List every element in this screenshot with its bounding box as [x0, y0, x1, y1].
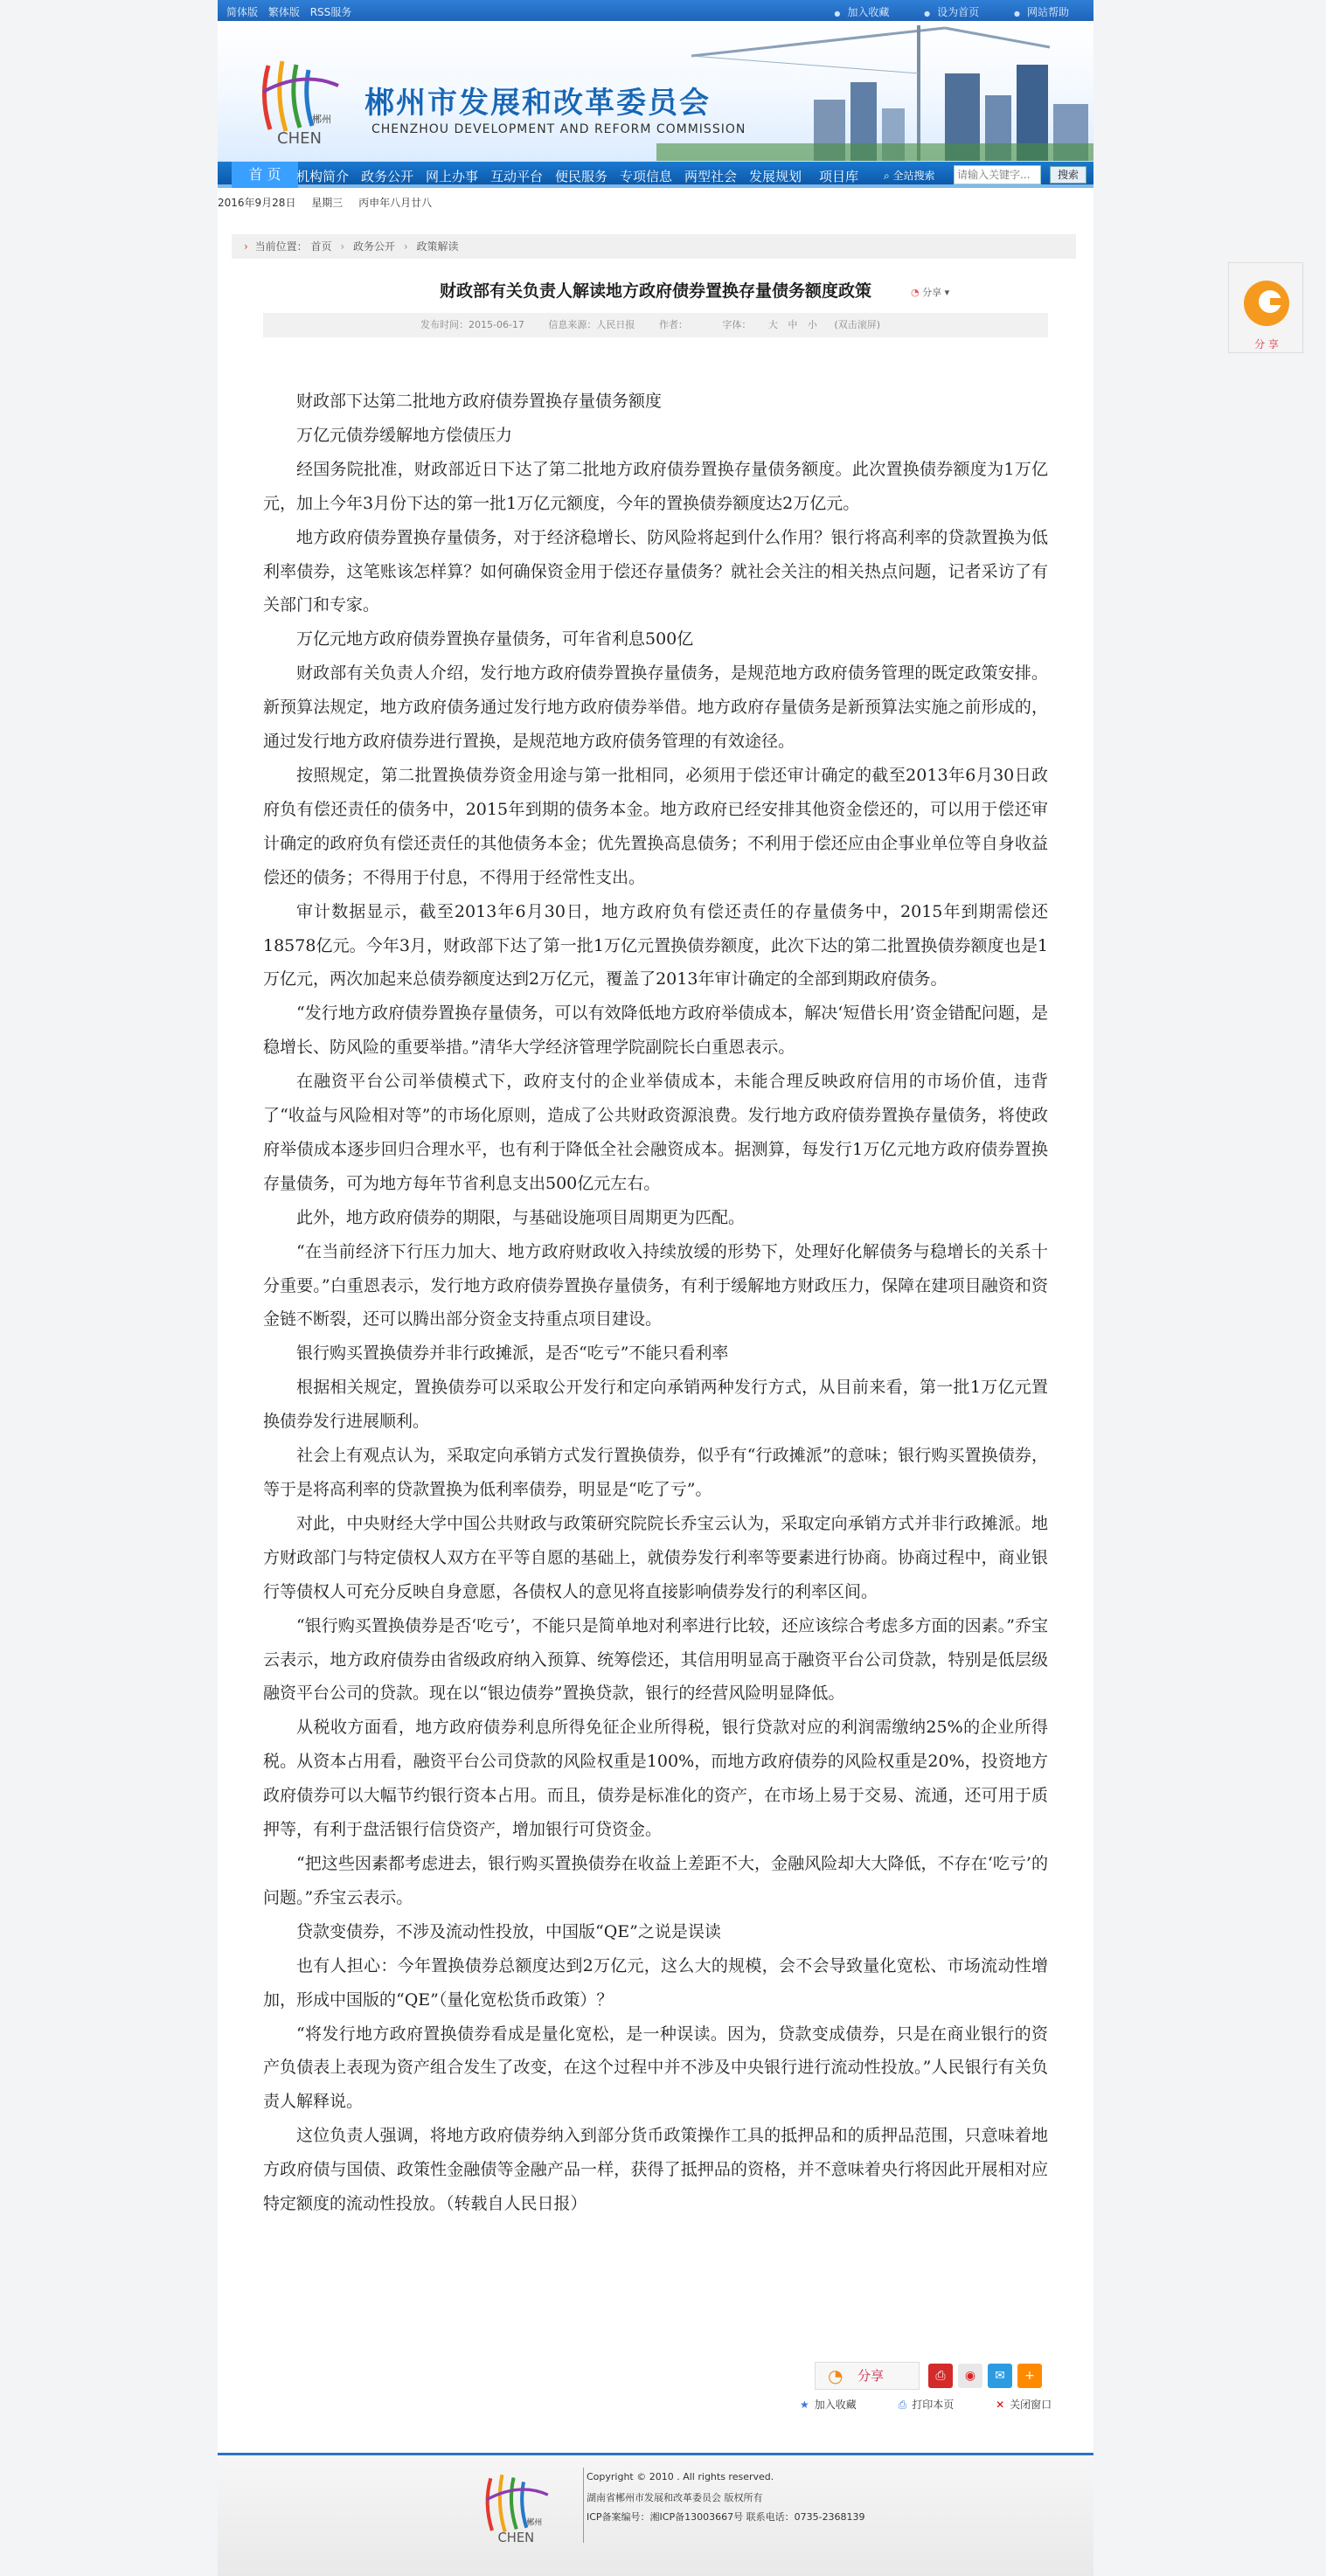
traditional-link[interactable]: 繁体版 — [267, 6, 300, 18]
article-content — [263, 385, 1048, 2221]
footer-owner: 湖南省郴州市发展和改革委员会 版权所有 — [587, 2492, 763, 2503]
article-paragraph: 此外，地方政府债券的期限，与基础设施项目周期更为匹配。 — [296, 1207, 746, 1227]
article-meta — [263, 313, 1048, 337]
footer-divider — [583, 2468, 584, 2543]
main-nav — [218, 162, 1093, 188]
article-paragraph: 根据相关规定，置换债券可以采取公开发行和定向承销两种发行方式，从目前来看，第一批1万亿元置换债券发行进展顺利。 — [263, 1378, 1048, 1432]
font-big-button[interactable]: 大 — [767, 319, 778, 330]
lunar-text: 丙申年八月廿八 — [358, 197, 433, 209]
footer — [218, 2453, 1093, 2576]
nav-item-society[interactable]: 两型社会 — [684, 169, 738, 184]
article-paragraph: 从税收方面看，地方政府债券利息所得免征企业所得税，银行贷款对应的利润需缴纳25%的企业所得税。从资本占用看，融资平台公司贷款的风险权重是100%，而地方政府债券的风险权重是20%，投资地方政府债券可以大幅节约银行资本占用。而且，债券是标准化的资产，在市场上易于交易、流通，还可用于质押等，有利于盘活银行信贷资产，增加银行可贷资金。 — [263, 1718, 1048, 1840]
favorite-icon: ★ — [800, 2399, 809, 2411]
share-bar — [815, 2362, 1049, 2390]
svg-text:郴州: 郴州 — [526, 2518, 543, 2528]
nav-item-online[interactable]: 网上办事 — [426, 169, 479, 184]
svg-text:CHEN: CHEN — [277, 129, 322, 148]
print-action[interactable]: ⎙ 打印本页 — [898, 2399, 955, 2411]
font-size-control: 字体： 大 中 小 (双击滚屏) — [722, 319, 881, 330]
article-paragraph: 财政部有关负责人介绍，发行地方政府债券置换存量债务，是规范地方政府债务管理的既定政策安排。新预算法规定，地方政府债务通过发行地方政府债券举借。地方政府存量债务是新预算法实施之前形成的，通过发行地方政府债券进行置换，是规范地方政府债务管理的有效途径。 — [263, 663, 1048, 752]
nav-item-about[interactable]: 机构简介 — [296, 169, 350, 184]
footer-copyright: Copyright © 2010 . All rights reserved. — [587, 2471, 774, 2482]
set-homepage-link[interactable]: ● 设为首页 — [924, 6, 979, 18]
share-mini-icon: ◔ — [911, 287, 920, 298]
article-paragraph: 地方政府债券置换存量债务，对于经济稳增长、防风险将起到什么作用？银行将高利率的贷款置换为低利率债券，这笔账该怎样算？如何确保资金用于偿还存量债务？就社会关注的相关热点问题，记者采访了有关部门和专家。 — [263, 527, 1048, 615]
breadcrumb-sep-icon: › — [340, 240, 345, 253]
article-paragraph: “在当前经济下行压力加大、地方政府财政收入持续放缓的形势下，处理好化解债务与稳增长的关系十分重要。”白重恩表示，发行地方政府债券置换存量债务，有利于缓解地方财政压力，保障在建项目融资和资金链不断裂，还可以腾出部分资金支持重点项目建设。 — [263, 1241, 1048, 1330]
site-help-link[interactable]: ● 网站帮助 — [1014, 6, 1069, 18]
footer-logo-icon — [476, 2468, 555, 2546]
article-paragraph: 万亿元地方政府债券置换存量债务，可年省利息500亿 — [296, 629, 694, 649]
breadcrumb-label: 当前位置： — [254, 240, 308, 253]
floating-share-button[interactable] — [1228, 262, 1303, 353]
site-subtitle: CHENZHOU DEVELOPMENT AND REFORM COMMISSION — [371, 122, 746, 136]
top-links-left — [226, 4, 358, 19]
date-text: 2016年9月28日 — [218, 197, 296, 209]
close-icon: ✕ — [996, 2399, 1005, 2411]
top-utility-bar — [218, 0, 1093, 21]
svg-text:郴州: 郴州 — [312, 114, 331, 125]
svg-text:CHEN: CHEN — [497, 2531, 535, 2546]
print-icon: ⎙ — [898, 2399, 907, 2411]
share-logo-icon — [1240, 277, 1293, 330]
floating-share-label: 分 享 — [1254, 338, 1279, 351]
article-paragraph: “发行地方政府债券置换存量债务，可以有效降低地方政府举债成本，解决‘短借长用’资金错配问题，是稳增长、防风险的重要举措。”清华大学经济管理学院副院长白重恩表示。 — [263, 1003, 1048, 1058]
share-button[interactable]: ◔ 分享 — [815, 2362, 920, 2390]
dblclick-scroll-note: (双击滚屏) — [834, 319, 881, 330]
search-button[interactable]: 搜索 — [1050, 166, 1086, 184]
article-title: 财政部有关负责人解读地方政府债券置换存量债务额度政策 — [439, 281, 871, 301]
article-paragraph: 按照规定，第二批置换债券资金用途与第一批相同，必须用于偿还审计确定的截至2013年6月30日政府负有偿还责任的债务中，2015年到期的债务本金。地方政府已经安排其他资金偿还的，可以用于偿还审计确定的政府负有偿还责任的其他债务本金；优先置换高息债务；不利用于偿还应由企事业单位等自身收益偿还的债务；不得用于付息，不得用于经常性支出。 — [263, 765, 1048, 887]
nav-item-public[interactable]: 政务公开 — [361, 169, 414, 184]
font-small-button[interactable]: 小 — [807, 319, 817, 330]
breadcrumb-current[interactable]: 政策解读 — [416, 240, 459, 253]
article-paragraph: 这位负责人强调，将地方政府债券纳入到部分货币政策操作工具的抵押品和的质押品范围，只意味着地方政府债与国债、政策性金融债等金融产品一样，获得了抵押品的资格，并不意味着央行将因此开展相对应特定额度的流动性投放。（转载自人民日报） — [263, 2126, 1048, 2214]
article-paragraph: 经国务院批准，财政部近日下达了第二批地方政府债券置换存量债务额度。此次置换债券额度为1万亿元，加上今年3月份下达的第一批1万亿元额度，今年的置换债券额度达2万亿元。 — [263, 459, 1048, 513]
add-favorite-action[interactable]: ★ 加入收藏 — [800, 2399, 857, 2411]
logo-icon[interactable] — [251, 52, 347, 149]
article-paragraph: 财政部下达第二批地方政府债券置换存量债务额度 — [296, 392, 663, 411]
nav-item-projects[interactable]: 项目库 — [819, 169, 859, 184]
page-actions — [800, 2397, 1090, 2412]
date-bar — [218, 188, 1093, 212]
rss-link[interactable]: RSS服务 — [309, 6, 352, 18]
top-links-right — [802, 4, 1069, 19]
article-paragraph: 审计数据显示，截至2013年6月30日，地方政府负有偿还责任的存量债务中，2015年到期需偿还18578亿元。今年3月，财政部下达了第一批1万亿元置换债券额度，此次下达的第二批置换债券额度也是1万亿元，两次加起来总债券额度达到2万亿元，覆盖了2013年审计确定的全部到期政府债务。 — [263, 901, 1048, 989]
article-paragraph: 对此，中央财经大学中国公共财政与政策研究院院长乔宝云认为，采取定向承销方式并非行政摊派。地方财政部门与特定债权人双方在平等自愿的基础上，就债券发行利率等要素进行协商。协商过程中，商业银行等债权人可充分反映自身意愿，各债权人的意见将直接影响债券发行的利率区间。 — [263, 1513, 1048, 1601]
skyline-illustration — [656, 21, 1093, 162]
more-icon[interactable]: + — [1017, 2364, 1042, 2388]
pdf-icon[interactable]: ⎙ — [928, 2364, 953, 2388]
article-paragraph: “银行购买置换债券是否‘吃亏’，不能只是简单地对利率进行比较，还应该综合考虑多方面的因素。”乔宝云表示，地方政府债券由省级政府纳入预算、统筹偿还，其信用明显高于融资平台公司贷款，特别是低层级融资平台公司的贷款。现在以“银边债券”置换贷款，银行的经营风险明显降低。 — [263, 1615, 1048, 1704]
info-source: 信息来源：人民日报 — [548, 319, 635, 330]
chevron-down-icon: ▾ — [944, 287, 950, 298]
search-label: ⌕ 全站搜索 — [884, 170, 935, 182]
qq-icon[interactable]: ✉ — [988, 2364, 1012, 2388]
footer-icp[interactable]: ICP备案编号：湘ICP备13003667号 联系电话：0735-2368139 — [587, 2511, 865, 2523]
breadcrumb — [232, 234, 1076, 259]
article-paragraph: “把这些因素都考虑进去，银行购买置换债券在收益上差距不大，金融风险却大大降低，不存在‘吃亏’的问题。”乔宝云表示。 — [263, 1853, 1048, 1907]
font-mid-button[interactable]: 中 — [788, 319, 798, 330]
nav-home[interactable]: 首 页 — [232, 162, 298, 188]
search-input[interactable] — [954, 165, 1041, 184]
share-logo-icon: ◔ — [828, 2365, 844, 2386]
search-icon: ⌕ — [884, 170, 893, 182]
weekday-text: 星期三 — [311, 197, 344, 209]
page — [218, 0, 1093, 2576]
nav-item-interact[interactable]: 互动平台 — [490, 169, 544, 184]
site-title: 郴州市发展和改革委员会 — [364, 86, 711, 121]
article-paragraph: 银行购买置换债券并非行政摊派，是否“吃亏”不能只看利率 — [296, 1344, 729, 1364]
simplified-link[interactable]: 简体版 — [226, 6, 259, 18]
nav-item-service[interactable]: 便民服务 — [555, 169, 608, 184]
breadcrumb-public[interactable]: 政务公开 — [352, 240, 395, 253]
weibo-icon[interactable]: ◉ — [958, 2364, 982, 2388]
nav-item-planning[interactable]: 发展规划 — [749, 169, 802, 184]
add-favorite-link[interactable]: ● 加入收藏 — [834, 6, 889, 18]
article-paragraph: 在融资平台公司举债模式下，政府支付的企业举债成本，未能合理反映政府信用的市场价值，违背了“收益与风险相对等”的市场化原则，造成了公共财政资源浪费。发行地方政府债券置换存量债务，将使政府举债成本逐步回归合理水平，也有利于降低全社会融资成本。据测算，每发行1万亿元地方政府债券置换存量债务，可为地方每年节省利息支出500亿元左右。 — [263, 1072, 1048, 1193]
article-paragraph: 社会上有观点认为，采取定向承销方式发行置换债券，似乎有“行政摊派”的意味；银行购买置换债券，等于是将高利率的贷款置换为低利率债券，明显是“吃了亏”。 — [263, 1446, 1048, 1499]
article-paragraph: 万亿元债券缓解地方偿债压力 — [296, 425, 513, 445]
header-banner — [218, 21, 1093, 162]
article-paragraph: “将发行地方政府置换债券看成是量化宽松，是一种误读。因为，贷款变成债券，只是在商业银行的资产负债表上表现为资产组合发生了改变，在这个过程中并不涉及中央银行进行流动性投放。”人民银行有关负责人解释说。 — [263, 2024, 1048, 2112]
breadcrumb-home[interactable]: 首页 — [310, 240, 332, 253]
breadcrumb-arrow-icon: › — [244, 240, 248, 253]
share-mini-button[interactable]: ◔ 分享 ▾ — [911, 287, 950, 298]
close-window-action[interactable]: ✕ 关闭窗口 — [996, 2399, 1052, 2411]
author: 作者： — [658, 319, 688, 330]
nav-item-special[interactable]: 专项信息 — [620, 169, 673, 184]
article-paragraph: 贷款变债券，不涉及流动性投放，中国版“QE”之说是误读 — [296, 1921, 721, 1941]
publish-time: 发布时间：2015-06-17 — [420, 319, 524, 330]
breadcrumb-sep-icon: › — [403, 240, 408, 253]
article-paragraph: 也有人担心：今年置换债券总额度达到2万亿元，这么大的规模，会不会导致量化宽松、市场流动性增加，形成中国版的“QE”（量化宽松货币政策）？ — [263, 1955, 1048, 2010]
